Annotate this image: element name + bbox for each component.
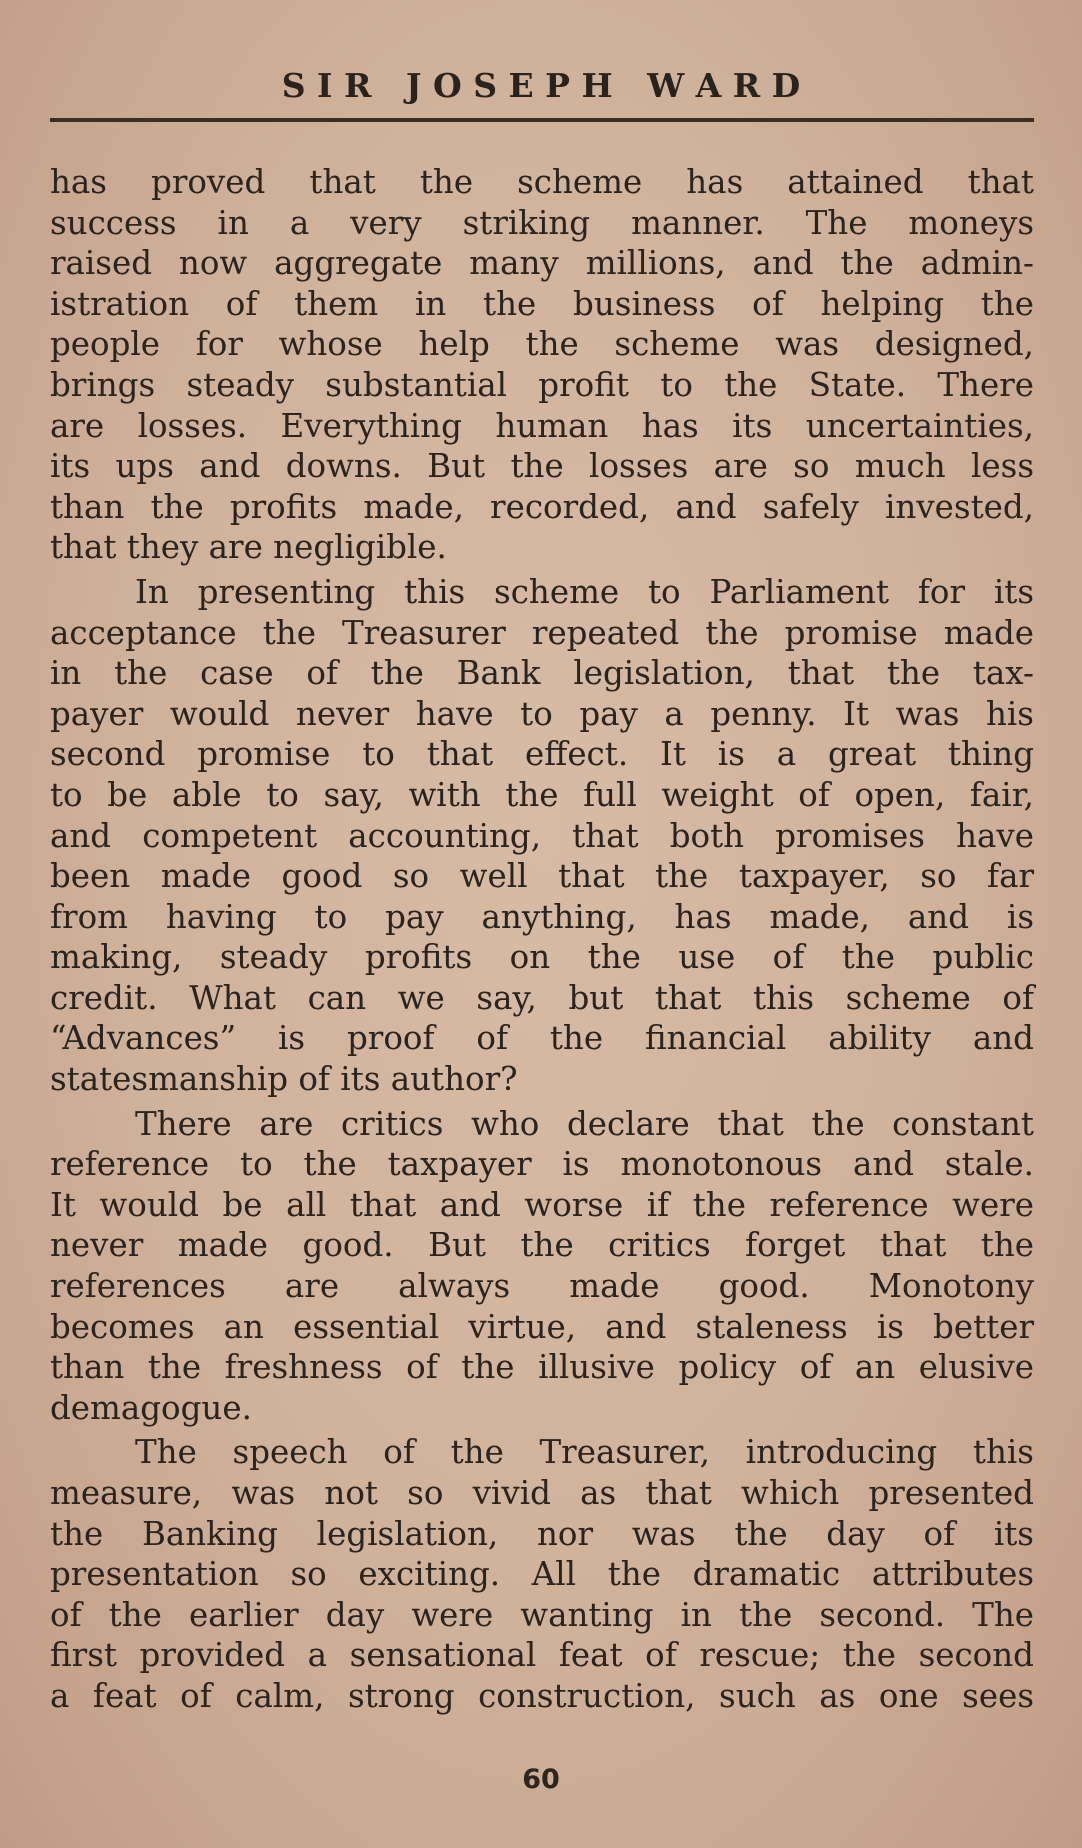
text-line: There are critics who declare that the constant (135, 1104, 1034, 1143)
text-line: payer would never have to pay a penny. It was his (50, 694, 1034, 733)
text-line: than the profits made, recorded, and safely invested, (50, 487, 1034, 526)
text-line: never made good. But the critics forget that the (50, 1226, 1034, 1265)
header-rule (50, 118, 1034, 122)
text-line: credit. What can we say, but that this scheme of (50, 978, 1034, 1017)
text-line: references are always made good. Monotony (50, 1267, 1034, 1306)
text-line: demagogue. (50, 1388, 252, 1427)
paragraph (50, 162, 1034, 568)
page-number: 60 (522, 1764, 560, 1795)
text-line: success in a very striking manner. The moneys (50, 203, 1034, 242)
text-line: in the case of the Bank legislation, that the tax- (50, 654, 1034, 693)
paragraph (50, 1104, 1034, 1429)
text-line: to be able to say, with the full weight of open, fair, (50, 775, 1034, 814)
text-line: making, steady profits on the use of the public (50, 938, 1034, 977)
text-line: first provided a sensational feat of rescue; the second (50, 1636, 1034, 1675)
paragraph (50, 1432, 1034, 1716)
text-line: that they are negligible. (50, 528, 447, 567)
paragraph (50, 572, 1034, 1100)
text-line: istration of them in the business of helping the (50, 284, 1034, 323)
text-line: of the earlier day were wanting in the second. The (50, 1595, 1034, 1634)
text-line: and competent accounting, that both promises have (50, 816, 1034, 855)
text-line: brings steady substantial profit to the State. There (50, 365, 1034, 404)
text-line: second promise to that effect. It is a great thing (50, 735, 1034, 774)
text-line: its ups and downs. But the losses are so much less (50, 447, 1034, 486)
text-line: people for whose help the scheme was designed, (50, 325, 1034, 364)
text-line: acceptance the Treasurer repeated the promise made (50, 613, 1034, 652)
running-head: S I R J O S E P H W A R D (281, 66, 801, 105)
text-line: has proved that the scheme has attained that (50, 163, 1034, 201)
text-line: reference to the taxpayer is monotonous and stale. (50, 1145, 1034, 1184)
body-text (50, 162, 1034, 1717)
text-line: In presenting this scheme to Parliament for its (135, 572, 1034, 611)
text-line: are losses. Everything human has its uncertainties, (50, 406, 1034, 445)
text-line: presentation so exciting. All the dramatic attributes (50, 1555, 1034, 1594)
text-line: The speech of the Treasurer, introducing this (135, 1433, 1034, 1472)
text-line: becomes an essential virtue, and staleness is better (50, 1307, 1034, 1346)
text-line: measure, was not so vivid as that which presented (50, 1474, 1034, 1512)
text-line: from having to pay anything, has made, and is (50, 897, 1034, 936)
text-line: the Banking legislation, nor was the day of its (50, 1514, 1034, 1553)
text-line: raised now aggregate many millions, and the admin- (50, 244, 1034, 283)
text-line: It would be all that and worse if the reference were (50, 1185, 1034, 1224)
text-line: statesmanship of its author? (50, 1060, 518, 1099)
text-line: been made good so well that the taxpayer, so far (50, 857, 1034, 896)
text-line: a feat of calm, strong construction, such as one sees (50, 1676, 1034, 1715)
text-line: “Advances” is proof of the financial ability and (50, 1019, 1034, 1058)
text-line: than the freshness of the illusive policy of an elusive (50, 1348, 1034, 1387)
